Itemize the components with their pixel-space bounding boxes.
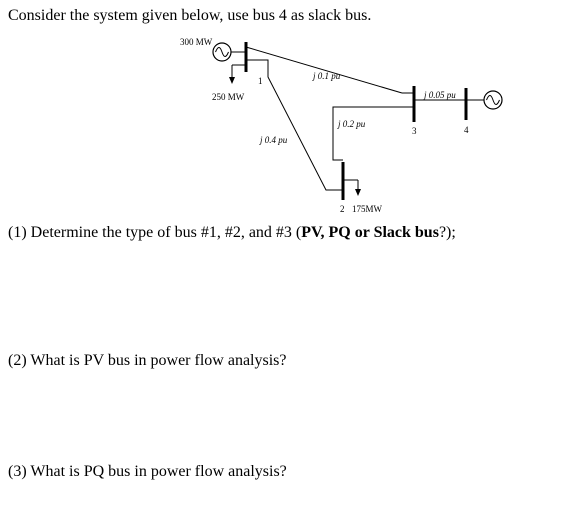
load1-power-label: 250 MW bbox=[212, 92, 245, 102]
bus-2-label: 2 bbox=[340, 204, 345, 214]
line-3-4-impedance: j 0.05 pu bbox=[424, 90, 456, 100]
bus-4-label: 4 bbox=[464, 125, 469, 135]
bus-1-label: 1 bbox=[258, 76, 263, 86]
line-1-3-impedance: j 0.1 pu bbox=[313, 71, 341, 81]
line-2-3-impedance: j 0.2 pu bbox=[338, 119, 366, 129]
load-2-arrow-icon bbox=[355, 189, 361, 196]
load-1-arrow-icon bbox=[229, 77, 235, 84]
question-1-bold: PV, PQ or Slack bus bbox=[301, 224, 439, 241]
bus-3-label: 3 bbox=[412, 126, 417, 136]
line-1-2-impedance: j 0.4 pu bbox=[260, 135, 288, 145]
question-1 bbox=[8, 224, 456, 242]
generator-4-icon bbox=[484, 91, 502, 109]
question-3: (3) What is PQ bus in power flow analysis? bbox=[8, 463, 287, 480]
problem-intro: Consider the system given below, use bus 4 as slack bus. bbox=[8, 7, 372, 24]
generator-1-icon bbox=[213, 43, 231, 61]
load2-power-label: 175MW bbox=[352, 204, 382, 214]
power-system-diagram bbox=[0, 0, 562, 220]
question-2: (2) What is PV bus in power flow analysis? bbox=[8, 352, 287, 369]
question-1-suffix: ?); bbox=[438, 224, 456, 241]
gen1-power-label: 300 MW bbox=[180, 37, 213, 47]
question-1-prefix: (1) Determine the type of bus #1, #2, and #3 ( bbox=[8, 224, 302, 241]
